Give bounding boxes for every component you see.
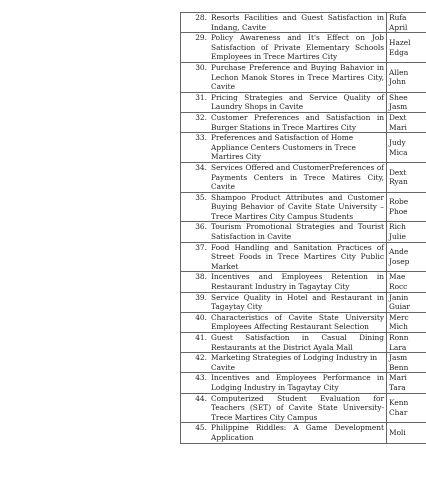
author-name: Josep — [389, 257, 410, 267]
author-name: Char — [389, 407, 408, 417]
title-cell — [181, 33, 387, 63]
author-name: Phoe — [389, 207, 408, 217]
title-cell — [181, 162, 387, 192]
author-name: Rufa — [389, 13, 407, 22]
title-cell — [181, 192, 387, 222]
entry-number: 32. — [195, 112, 207, 122]
author-name: Guiar — [389, 302, 410, 312]
entry-title: Marketing Strategies of Lodging Industry in Cavite — [211, 353, 378, 372]
title-cell — [181, 272, 387, 292]
title-entry — [183, 373, 384, 392]
entry-title: Tourism Promotional Strategies and Tourist Satisfaction in Cavite — [211, 222, 384, 242]
entry-title: Pricing Strategies and Service Quality of Laundry Shops in Cavite — [211, 92, 384, 112]
entry-title: Characteristics of Cavite State University Employees Affecting Restaurant Selection — [211, 312, 384, 332]
entry-number: 43. — [195, 373, 207, 383]
title-cell — [181, 62, 387, 92]
author-name: Ande — [389, 247, 409, 257]
table-row — [181, 373, 426, 393]
author-name: Mari — [389, 373, 407, 383]
entry-number: 42. — [195, 353, 207, 363]
table-row — [181, 312, 426, 332]
entry-title: Customer Preferences and Satisfaction in Burger Stations in Trece Martires City — [211, 112, 384, 132]
author-name: Robe — [389, 197, 409, 207]
title-entry — [183, 293, 384, 312]
table-row — [181, 112, 426, 132]
title-cell — [181, 393, 387, 423]
table-row — [181, 292, 426, 312]
author-name: Edga — [389, 47, 409, 57]
authors-cell — [387, 272, 426, 292]
entry-number: 34. — [195, 162, 207, 172]
title-cell — [181, 242, 387, 272]
authors-cell — [387, 13, 426, 33]
title-entry — [183, 13, 384, 32]
entry-number: 36. — [195, 222, 207, 232]
title-entry — [183, 333, 384, 352]
entry-title: Incentives and Employees Retention in Restaurant Industry in Tagaytay City — [211, 272, 384, 292]
authors-cell — [387, 112, 426, 132]
title-entry — [183, 93, 384, 112]
author-name: Jasm — [389, 353, 408, 363]
title-entry — [183, 63, 384, 92]
entry-number: 28. — [195, 13, 207, 22]
table-row — [181, 62, 426, 92]
thesis-list-table — [180, 12, 426, 444]
author-name: April — [389, 22, 408, 32]
title-cell — [181, 222, 387, 242]
entry-number: 35. — [195, 192, 207, 202]
table-row — [181, 92, 426, 112]
author-name: Jasm — [389, 102, 408, 112]
title-entry — [183, 133, 384, 162]
table-row — [181, 272, 426, 292]
author-name: Rich — [389, 222, 406, 232]
thesis-list-body — [181, 13, 426, 444]
authors-cell — [387, 292, 426, 312]
author-name: Kenn — [389, 398, 409, 408]
title-cell — [181, 353, 387, 373]
entry-title: Service Quality in Hotel and Restaurant in Tagaytay City — [211, 292, 384, 312]
title-cell — [181, 92, 387, 112]
entry-number: 41. — [195, 333, 207, 342]
title-cell — [181, 312, 387, 332]
author-name: Hazel — [389, 37, 411, 47]
table-row — [181, 162, 426, 192]
entry-title: Services Offered and CustomerPreferences of Payments Centers in Trece Matires City, Cavite — [211, 162, 384, 192]
title-entry — [183, 193, 384, 222]
authors-cell — [387, 242, 426, 272]
title-cell — [181, 423, 387, 443]
author-name: Lara — [389, 342, 407, 352]
entry-title: Preferences and Satisfaction of Home Appliance Centers Customers in Trece Martires City — [211, 133, 356, 162]
authors-cell — [387, 423, 426, 443]
entry-title: Purchase Preference and Buying Bahavior in Lechon Manok Stores in Trece Martires City, Cavite — [211, 62, 384, 92]
author-name: Mari — [389, 122, 407, 132]
author-name: Mica — [389, 147, 408, 157]
title-cell — [181, 13, 387, 33]
entry-number: 39. — [195, 292, 207, 302]
table-row — [181, 242, 426, 272]
entry-title: Philippine Riddles: A Game Development Application — [211, 423, 384, 442]
title-entry — [183, 113, 384, 132]
author-name: Benn — [389, 362, 409, 372]
table-row — [181, 192, 426, 222]
table-row — [181, 423, 426, 443]
authors-cell — [387, 312, 426, 332]
authors-cell — [387, 373, 426, 393]
author-name: Judy — [389, 137, 406, 147]
title-entry — [183, 33, 384, 62]
author-name: Mae — [389, 272, 406, 282]
authors-cell — [387, 62, 426, 92]
entry-number: 40. — [195, 312, 207, 322]
entry-title: Incentives and Employees Performance in Lodging Industry in Tagaytay City — [211, 373, 384, 392]
authors-cell — [387, 133, 426, 163]
entry-title: Food Handling and Sanitation Practices of Street Foods in Trece Martires City Public Market — [211, 242, 384, 271]
author-name: Ronn — [389, 333, 409, 342]
entry-number: 31. — [195, 92, 207, 102]
title-cell — [181, 133, 387, 163]
entry-number: 44. — [195, 393, 207, 403]
title-cell — [181, 333, 387, 353]
authors-cell — [387, 222, 426, 242]
entry-title: Policy Awareness and It's Effect on Job Satisfaction of Private Elementary Schools Employees in Trece Martires City — [211, 33, 384, 62]
author-name: Janin — [389, 292, 409, 302]
title-entry — [183, 163, 384, 192]
entry-number: 33. — [195, 133, 207, 143]
entry-number: 30. — [195, 62, 207, 72]
title-entry — [183, 353, 384, 372]
table-row — [181, 133, 426, 163]
author-name: Mich — [389, 322, 408, 332]
entry-number: 38. — [195, 272, 207, 282]
author-name: John — [389, 77, 406, 87]
authors-cell — [387, 333, 426, 353]
author-name: Moli — [389, 428, 406, 438]
authors-cell — [387, 192, 426, 222]
author-name: Shee — [389, 92, 408, 102]
author-name: Dext — [389, 112, 407, 122]
authors-cell — [387, 393, 426, 423]
entry-title: Shampoo Product Attributes and Customer Buying Behavior of Cavite State University – Trece Martires City Campus Students — [211, 192, 384, 221]
table-row — [181, 393, 426, 423]
title-entry — [183, 222, 384, 241]
author-name: Rocc — [389, 282, 408, 292]
table-row — [181, 353, 426, 373]
title-entry — [183, 423, 384, 442]
entry-title: Guest Satisfaction in Casual Dining Restaurants at the District Ayala Mall — [211, 333, 384, 352]
authors-cell — [387, 33, 426, 63]
table-row — [181, 33, 426, 63]
authors-cell — [387, 162, 426, 192]
entry-title: Computerized Student Evaluation for Teachers (SET) of Cavite State University- Trece Martires City Campus — [211, 393, 384, 422]
title-entry — [183, 272, 384, 291]
author-name: Allen — [389, 67, 409, 77]
author-name: Dext — [389, 167, 407, 177]
author-name: Tara — [389, 382, 406, 392]
table-row — [181, 222, 426, 242]
title-cell — [181, 112, 387, 132]
author-name: Julie — [389, 232, 406, 242]
authors-cell — [387, 92, 426, 112]
entry-number: 45. — [195, 423, 207, 433]
entry-title: Resorts Facilities and Guest Satisfaction in Indang, Cavite — [211, 13, 384, 32]
table-row — [181, 333, 426, 353]
table-row — [181, 13, 426, 33]
title-entry — [183, 313, 384, 332]
authors-cell — [387, 353, 426, 373]
title-entry — [183, 394, 384, 423]
title-entry — [183, 243, 384, 272]
entry-number: 37. — [195, 242, 207, 252]
title-cell — [181, 292, 387, 312]
title-cell — [181, 373, 387, 393]
author-name: Ryan — [389, 177, 408, 187]
author-name: Merc — [389, 312, 409, 322]
entry-number: 29. — [195, 33, 207, 43]
